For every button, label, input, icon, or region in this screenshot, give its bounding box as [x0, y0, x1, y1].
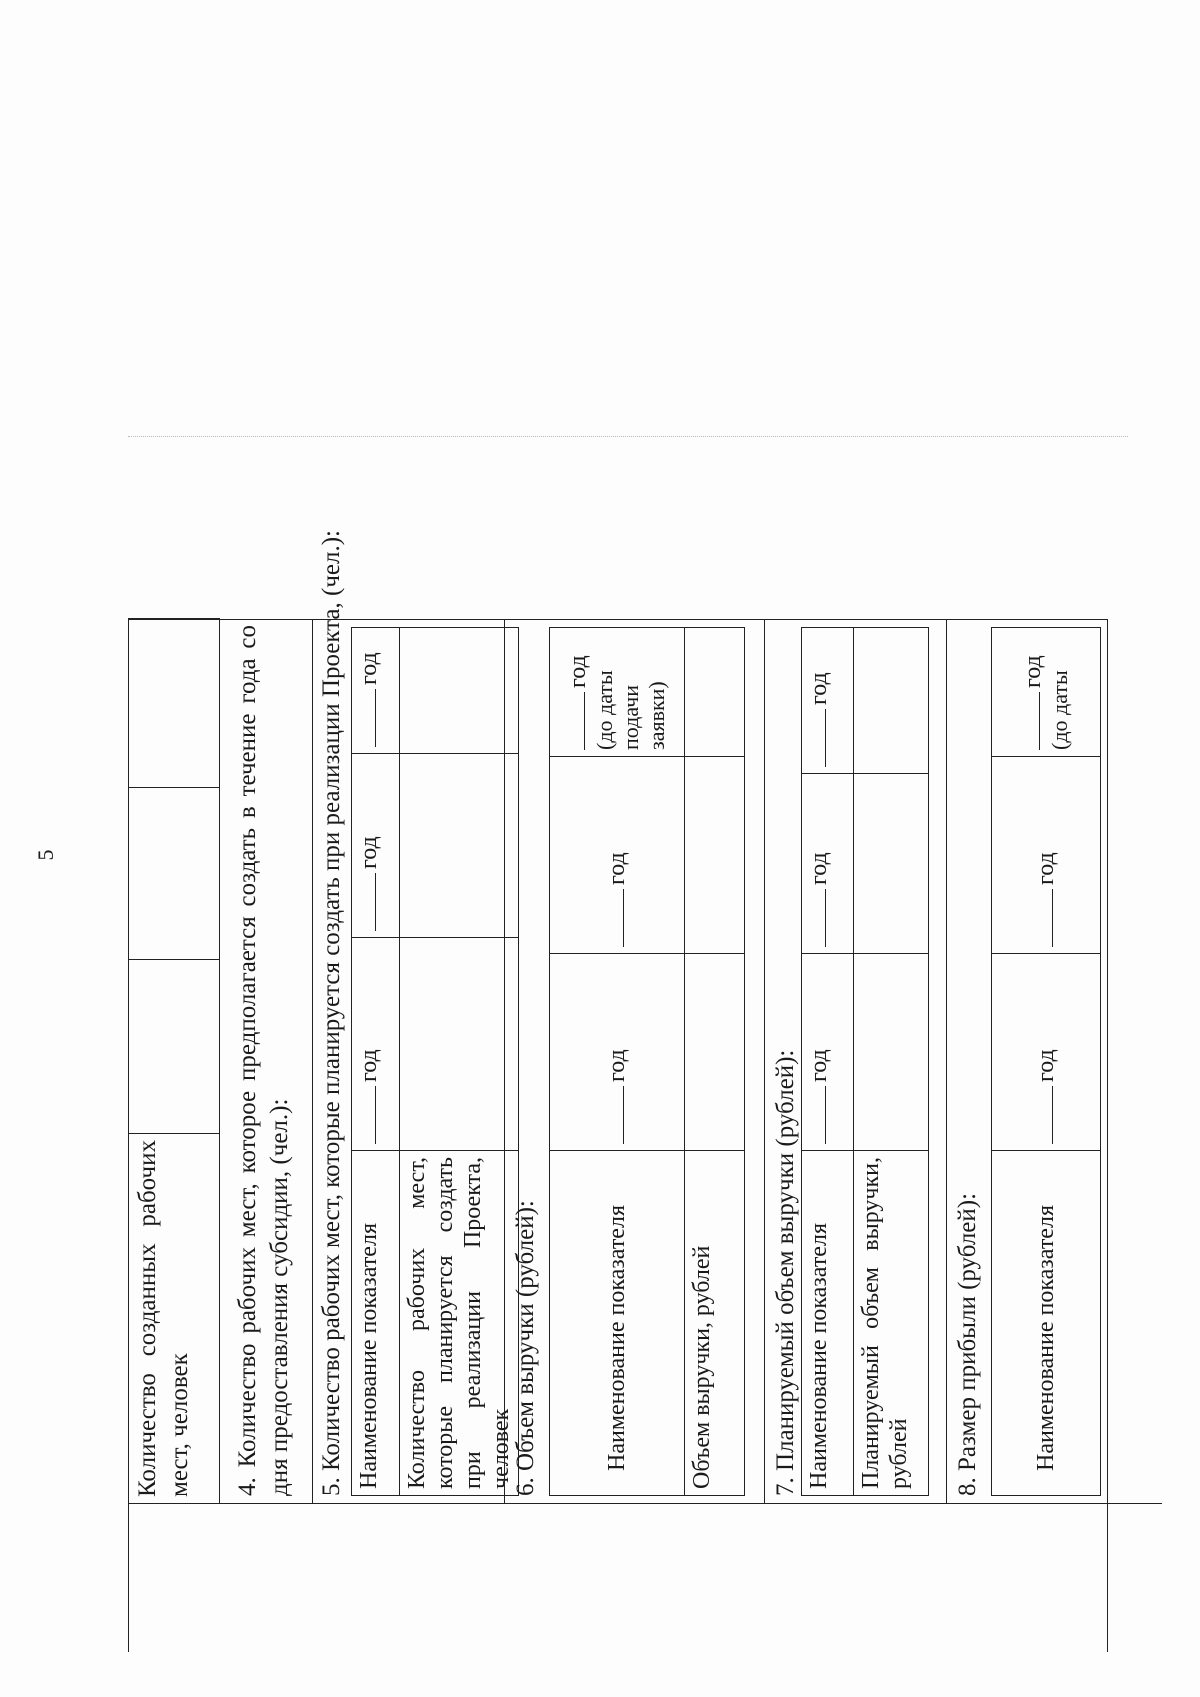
section-7 [764, 619, 935, 1504]
created-jobs-cell-2[interactable] [129, 788, 220, 960]
created-jobs-cell-3[interactable] [129, 619, 220, 788]
section-6-table [549, 627, 745, 1496]
s5-row-label: Количество рабочих мест, которые планируется создать при реализации Проекта, человек [400, 1151, 519, 1496]
s8-year-3: год (до даты [992, 628, 1101, 757]
year-blank[interactable] [807, 1086, 826, 1144]
year-blank[interactable] [1034, 1086, 1053, 1144]
section-7-title: 7. Планируемый объем выручки (рублей): [772, 1049, 799, 1496]
s5-header-label: Наименование показателя [352, 1151, 400, 1496]
section-5 [312, 529, 514, 1504]
rotated-document [128, 42, 1108, 1652]
year-blank[interactable] [605, 1086, 624, 1144]
year-blank[interactable] [357, 873, 376, 931]
section-5-table [351, 627, 519, 1496]
year-blank[interactable] [807, 889, 826, 947]
year-blank[interactable] [807, 709, 826, 767]
top-row [128, 619, 220, 1504]
scan-edge-line [128, 436, 1128, 437]
s5-year-3: год [352, 628, 400, 754]
s6-year-2: год [550, 757, 685, 954]
s7-row-label: Планируемый объем выручки, рублей [854, 1151, 929, 1496]
s7-header-label: Наименование показателя [802, 1151, 854, 1496]
s5-value-1[interactable] [400, 938, 519, 1151]
s8-last-year-note: (до даты [1047, 670, 1072, 750]
s7-year-3: год [802, 628, 854, 774]
s5-year-1: год [352, 938, 400, 1151]
s8-year-1: год [992, 954, 1101, 1151]
left-column [128, 1503, 1162, 1652]
s5-year-2: год [352, 754, 400, 938]
s6-row-label: Объем выручки, рублей [685, 1151, 745, 1496]
s8-header-label: Наименование показателя [992, 1151, 1101, 1496]
section-8-table [991, 627, 1101, 1496]
s6-value-2[interactable] [685, 757, 745, 954]
section-7-table [801, 627, 929, 1496]
s8-year-2: год [992, 757, 1101, 954]
s6-year-3: год (до даты подачи заявки) [550, 628, 685, 757]
s7-value-2[interactable] [854, 774, 929, 954]
year-blank[interactable] [1034, 889, 1053, 947]
s5-value-3[interactable] [400, 628, 519, 754]
section-8 [946, 619, 1109, 1504]
s7-value-3[interactable] [854, 628, 929, 774]
page-number: 5 [33, 849, 58, 861]
s6-year-1: год [550, 954, 685, 1151]
section-6-title: 6. Объем выручки (рублей): [512, 1200, 539, 1496]
s5-value-2[interactable] [400, 754, 519, 938]
year-blank[interactable] [566, 692, 585, 750]
section-5-title: 5. Количество рабочих мест, которые планируется создать при реализации Проекта, (чел.): [318, 529, 345, 1496]
section-4 [232, 619, 312, 1504]
year-blank[interactable] [357, 1086, 376, 1144]
year-blank[interactable] [605, 889, 624, 947]
s6-value-3[interactable] [685, 628, 745, 757]
s6-value-1[interactable] [685, 954, 745, 1151]
year-blank[interactable] [1021, 692, 1040, 750]
created-jobs-cell-1[interactable] [129, 960, 220, 1134]
s7-year-1: год [802, 954, 854, 1151]
section-6 [504, 619, 755, 1504]
s7-value-1[interactable] [854, 954, 929, 1151]
section-4-text: 4. Количество рабочих мест, которое предполагается создать в течение года со дня предоставления субсидии, (чел.): [234, 625, 293, 1496]
created-jobs-label: Количество созданных рабочих мест, человек [129, 1134, 220, 1504]
s6-last-year-note: (до даты подачи заявки) [592, 670, 669, 750]
s6-header-label: Наименование показателя [550, 1151, 685, 1496]
year-blank[interactable] [357, 689, 376, 747]
section-8-title: 8. Размер прибыли (рублей): [954, 1192, 981, 1496]
s7-year-2: год [802, 774, 854, 954]
